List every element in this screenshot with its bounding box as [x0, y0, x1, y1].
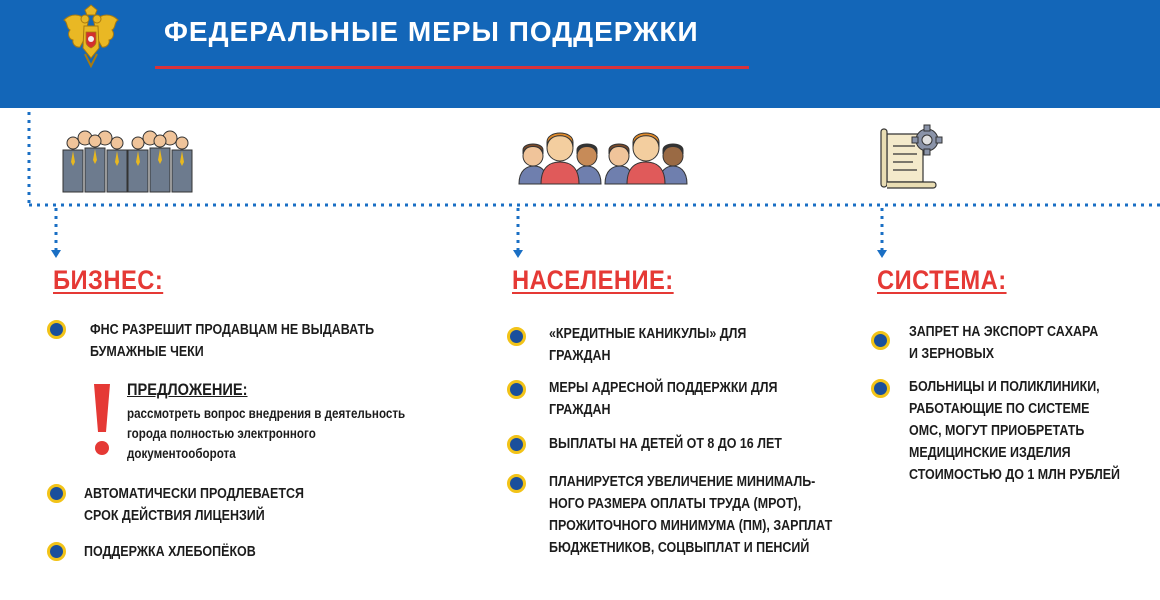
bullet-icon [871, 331, 890, 350]
list-item: БОЛЬНИЦЫ И ПОЛИКЛИНИКИ, РАБОТАЮЩИЕ ПО СИСТЕМЕ ОМС, МОГУТ ПРИОБРЕТАТЬ МЕДИЦИНСКИЕ ИЗДЕЛИЯ СТОИМОСТЬЮ ДО 1 МЛН РУБЛЕЙ [909, 379, 1121, 483]
proposal-text: рассмотреть вопрос внедрения в деятельность города полностью электронного документооборота [127, 406, 406, 461]
bullet-icon [507, 380, 526, 399]
bullet-icon [871, 379, 890, 398]
list-item: «КРЕДИТНЫЕ КАНИКУЛЫ» ДЛЯ ГРАЖДАН [549, 326, 747, 364]
column-title-business: БИЗНЕС: [53, 265, 164, 295]
list-item: ПОДДЕРЖКА ХЛЕБОПЁКОВ [84, 544, 256, 560]
list-item: ФНС РАЗРЕШИТ ПРОДАВЦАМ НЕ ВЫДАВАТЬ БУМАЖНЫЕ ЧЕКИ [90, 322, 375, 360]
list-item: ЗАПРЕТ НА ЭКСПОРТ САХАРА И ЗЕРНОВЫХ [909, 324, 1099, 362]
population-people-icon [517, 130, 689, 186]
exclamation-icon [92, 384, 112, 458]
business-people-icon [60, 128, 195, 194]
column-title-population: НАСЕЛЕНИЕ: [512, 265, 674, 295]
page-title: ФЕДЕРАЛЬНЫЕ МЕРЫ ПОДДЕРЖКИ [164, 16, 699, 47]
bullet-icon [507, 435, 526, 454]
column-title-system: СИСТЕМА: [877, 265, 1007, 295]
proposal-title: ПРЕДЛОЖЕНИЕ: [127, 380, 248, 399]
list-item: МЕРЫ АДРЕСНОЙ ПОДДЕРЖКИ ДЛЯ ГРАЖДАН [549, 380, 778, 418]
document-gear-icon [877, 124, 943, 192]
list-item: ВЫПЛАТЫ НА ДЕТЕЙ ОТ 8 ДО 16 ЛЕТ [549, 436, 782, 452]
bullet-icon [47, 542, 66, 561]
bullet-icon [507, 474, 526, 493]
bullet-icon [47, 320, 66, 339]
list-item: ПЛАНИРУЕТСЯ УВЕЛИЧЕНИЕ МИНИМАЛЬ- НОГО РАЗМЕРА ОПЛАТЫ ТРУДА (МРОТ), ПРОЖИТОЧНОГО МИНИМУМА (ПМ), ЗАРПЛАТ БЮДЖЕТНИКОВ, СОЦВЫПЛАТ И ПЕНСИЙ [549, 474, 833, 556]
list-item: АВТОМАТИЧЕСКИ ПРОДЛЕВАЕТСЯ СРОК ДЕЙСТВИЯ ЛИЦЕНЗИЙ [84, 486, 304, 524]
bullet-icon [507, 327, 526, 346]
bullet-icon [47, 484, 66, 503]
